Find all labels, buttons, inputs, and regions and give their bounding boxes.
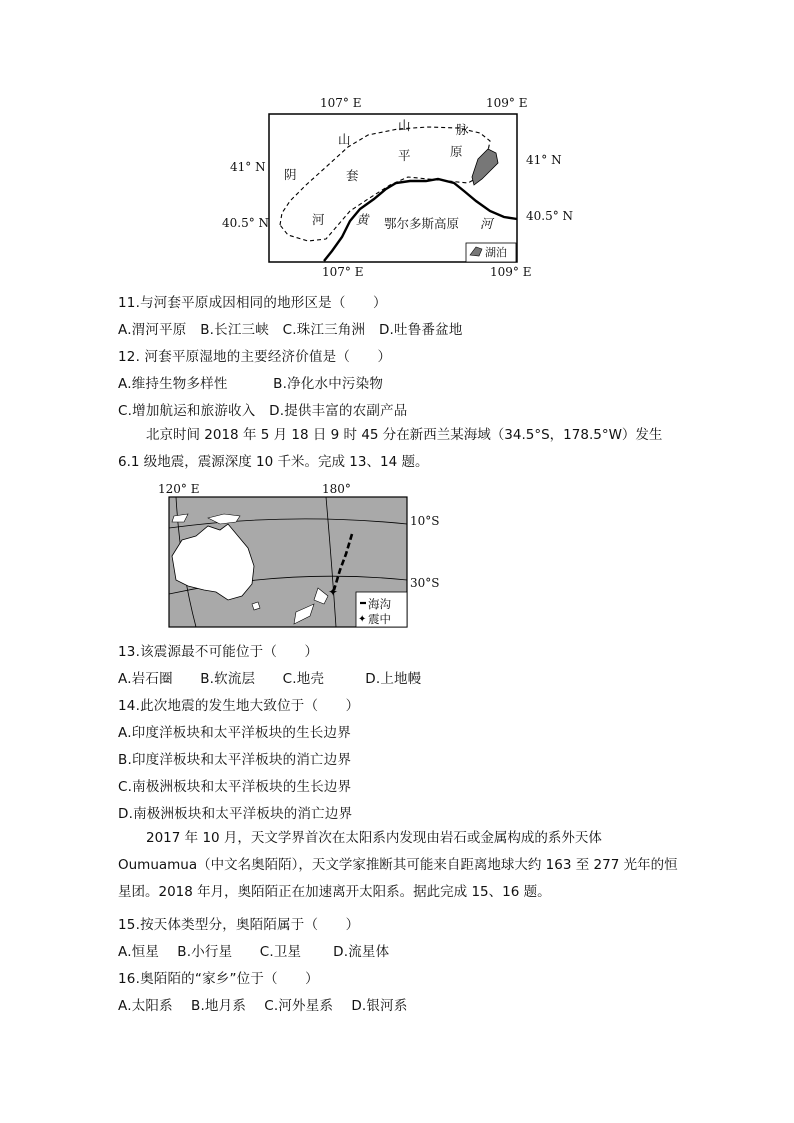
- q13-stem: 13.该震源最不可能位于（ ）: [118, 644, 319, 660]
- lat-right-40-5: 40.5° N: [526, 209, 574, 223]
- q12-options-row1: A.维持生物多样性 B.净化水中污染物: [118, 376, 384, 392]
- legend-epicenter-label: 震中: [368, 612, 391, 626]
- q11-options: A.渭河平原 B.长江三峡 C.珠江三角洲 D.吐鲁番盆地: [118, 322, 463, 338]
- q14-option-c: C.南极洲板块和太平洋板块的生长边界: [118, 779, 352, 795]
- epicenter-marker: ✦: [328, 585, 339, 599]
- q15-stem: 15.按天体类型分，奥陌陌属于（ ）: [118, 917, 360, 933]
- q14-stem: 14.此次地震的发生地大致位于（ ）: [118, 698, 360, 714]
- q11-stem: 11.与河套平原成因相同的地形区是（ ）: [118, 295, 387, 311]
- label-ping: 平: [398, 148, 411, 163]
- q14-option-d: D.南极洲板块和太平洋板块的消亡边界: [118, 806, 353, 822]
- lat-left-40-5: 40.5° N: [222, 216, 270, 230]
- lon-180: 180°: [322, 482, 351, 496]
- label-mai: 脉: [456, 122, 469, 137]
- label-shan-2: 山: [398, 118, 411, 133]
- lat-left-41: 41° N: [230, 160, 266, 174]
- label-tao: 套: [346, 168, 359, 183]
- legend-trench-label: 海沟: [368, 597, 391, 611]
- label-huang: 黄: [356, 212, 369, 227]
- label-yin: 阴: [284, 167, 297, 182]
- lon-bottom-109: 109° E: [490, 265, 532, 279]
- q12-options-row2: C.增加航运和旅游收入 D.提供丰富的农副产品: [118, 403, 408, 419]
- label-shan-1: 山: [338, 132, 351, 147]
- label-he-2: 河: [480, 216, 493, 231]
- intro-earthquake: [118, 422, 678, 476]
- label-yuan: 原: [450, 144, 463, 159]
- intro-oumuamua: [118, 825, 678, 906]
- q13-options: A.岩石圈 B.软流层 C.地壳 D.上地幔: [118, 671, 422, 687]
- label-ordos: 鄂尔多斯高原: [384, 216, 460, 231]
- q12-stem: 12. 河套平原湿地的主要经济价值是（ ）: [118, 349, 392, 365]
- q16-stem: 16.奥陌陌的“家乡”位于（ ）: [118, 971, 319, 987]
- q14-option-b: B.印度洋板块和太平洋板块的消亡边界: [118, 752, 352, 768]
- label-he-1: 河: [312, 212, 325, 227]
- lon-top-109: 109° E: [486, 96, 528, 110]
- lat-10s: 10°S: [410, 514, 440, 528]
- lon-top-107: 107° E: [320, 96, 362, 110]
- intro-earthquake-text: 北京时间 2018 年 5 月 18 日 9 时 45 分在新西兰某海域（34.5°S，178.5°W）发生 6.1 级地震，震源深度 10 千米。完成 13、14 题。: [118, 427, 663, 470]
- q14-option-a: A.印度洋板块和太平洋板块的生长边界: [118, 725, 351, 741]
- legend-lake-label: 湖泊: [485, 246, 507, 259]
- intro-oumuamua-text: 2017 年 10 月，天文学界首次在太阳系内发现由岩石或金属构成的系外天体 Oumuamua（中文名奥陌陌），天文学家推断其可能来自距离地球大约 163 至 277 光年的恒星团。2018 年月，奥陌陌正在加速离开太阳系。据此完成 15、16 题。: [118, 830, 678, 900]
- q16-options: A.太阳系 B.地月系 C.河外星系 D.银河系: [118, 998, 408, 1014]
- legend-epicenter-icon: ✦: [358, 614, 367, 625]
- lon-bottom-107: 107° E: [322, 265, 364, 279]
- q15-options: A.恒星 B.小行星 C.卫星 D.流星体: [118, 944, 390, 960]
- lat-30s: 30°S: [410, 576, 440, 590]
- lat-right-41: 41° N: [526, 153, 562, 167]
- lon-120e: 120° E: [158, 482, 200, 496]
- hetao-map-frame: [268, 113, 518, 263]
